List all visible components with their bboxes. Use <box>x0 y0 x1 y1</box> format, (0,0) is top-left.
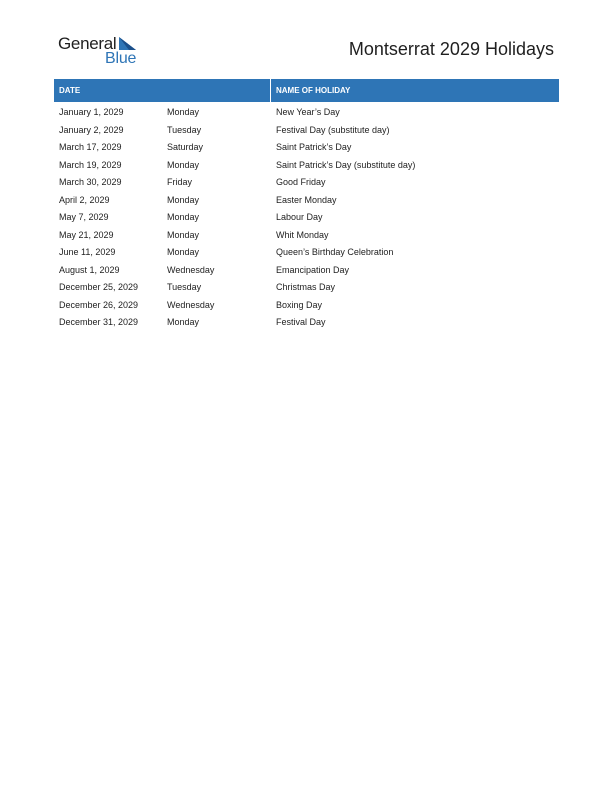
holiday-date: April 2, 2029 <box>59 194 110 205</box>
table-row <box>54 139 559 157</box>
holiday-date: August 1, 2029 <box>59 264 120 275</box>
table-row <box>54 157 559 175</box>
table-row <box>54 122 559 140</box>
holiday-date: March 17, 2029 <box>59 142 122 152</box>
holiday-weekday: Tuesday <box>167 124 202 135</box>
holiday-date: December 25, 2029 <box>59 282 139 292</box>
holiday-weekday: Tuesday <box>167 282 202 292</box>
table-body <box>54 102 559 332</box>
holiday-date: March 30, 2029 <box>59 177 122 187</box>
holiday-date: December 31, 2029 <box>59 317 139 327</box>
table-row <box>54 314 559 332</box>
page-title: Montserrat 2029 Holidays <box>348 39 554 59</box>
holiday-weekday: Monday <box>167 229 200 240</box>
table-row <box>54 192 559 210</box>
holiday-date: May 7, 2029 <box>59 212 109 222</box>
holiday-name: Christmas Day <box>276 282 336 292</box>
table-row <box>54 279 559 297</box>
holiday-weekday: Wednesday <box>167 299 215 310</box>
table-row <box>54 104 559 122</box>
table-header <box>54 79 559 102</box>
holiday-name: Emancipation Day <box>276 264 350 275</box>
holiday-weekday: Monday <box>167 212 200 222</box>
logo-word-blue: Blue <box>105 50 137 67</box>
holiday-date: December 26, 2029 <box>59 299 139 310</box>
holiday-weekday: Wednesday <box>167 264 215 275</box>
holiday-table <box>54 79 559 332</box>
table-row <box>54 227 559 245</box>
holiday-weekday: Monday <box>167 159 200 170</box>
holiday-name: Boxing Day <box>276 299 323 310</box>
holiday-weekday: Monday <box>167 317 200 327</box>
holiday-weekday: Friday <box>167 177 193 187</box>
holiday-date: June 11, 2029 <box>59 247 116 257</box>
holiday-name: Whit Monday <box>276 229 329 240</box>
table-row <box>54 209 559 227</box>
holiday-name: New Year’s Day <box>276 107 340 117</box>
holiday-name: Good Friday <box>276 177 326 187</box>
holiday-name: Festival Day (substitute day) <box>276 124 390 135</box>
holiday-date: March 19, 2029 <box>59 159 122 170</box>
holiday-date: January 2, 2029 <box>59 124 124 135</box>
holiday-date: January 1, 2029 <box>59 107 124 117</box>
logo-word-general: General <box>58 34 117 53</box>
holiday-name: Saint Patrick’s Day <box>276 142 352 152</box>
holiday-name: Easter Monday <box>276 194 337 205</box>
holiday-name: Saint Patrick’s Day (substitute day) <box>276 159 416 170</box>
holiday-name: Festival Day <box>276 317 326 327</box>
holiday-name: Queen’s Birthday Celebration <box>276 247 394 257</box>
holiday-weekday: Monday <box>167 107 200 117</box>
holiday-weekday: Saturday <box>167 142 204 152</box>
table-row <box>54 262 559 280</box>
generalblue-logo <box>58 34 148 68</box>
holiday-weekday: Monday <box>167 194 200 205</box>
column-header-date: DATE <box>59 86 81 95</box>
holiday-weekday: Monday <box>167 247 200 257</box>
table-row <box>54 297 559 315</box>
holiday-date: May 21, 2029 <box>59 229 114 240</box>
table-row <box>54 244 559 262</box>
column-header-holiday-name: NAME OF HOLIDAY <box>276 86 351 95</box>
holiday-name: Labour Day <box>276 212 323 222</box>
table-row <box>54 174 559 192</box>
